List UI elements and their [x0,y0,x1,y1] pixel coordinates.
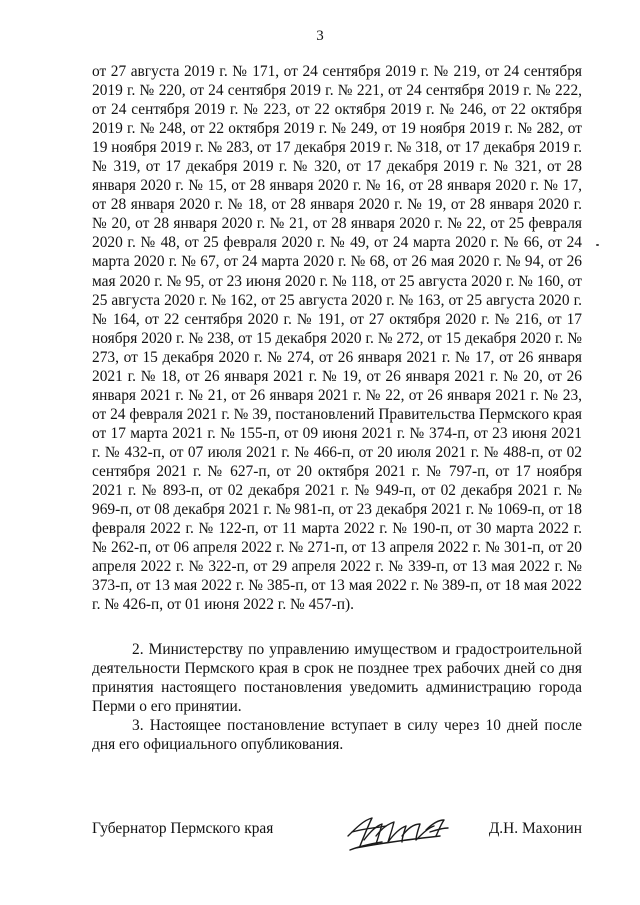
handwritten-signature [342,806,452,858]
paragraph-item-3: 3. Настоящее постановление вступает в силу через 10 дней после дня его официального опубликования. [92,717,582,754]
amended-acts-list-paragraph: от 27 августа 2019 г. № 171, от 24 сентября 2019 г. № 219, от 24 сентября 2019 г. № 220, от 24 сентября 2019 г. № 221, от 24 сентября 2019 г. № 222, от 24 сентября 2019 г. № 223, от 22 октября 2019 г. № 246, от 22 октября 2019 г. № 248, от 22 октября 2019 г. № 249, от 19 ноября 2019 г. № 282, от 19 ноября 2019 г. № 283, от 17 декабря 2019 г. № 318, от 17 декабря 2019 г. № 319, от 17 декабря 2019 г. № 320, от 17 декабря 2019 г. № 321, от 28 января 2020 г. № 15, от 28 января 2020 г. № 16, от 28 января 2020 г. № 17, от 28 января 2020 г. № 18, от 28 января 2020 г. № 19, от 28 января 2020 г. № 20, от 28 января 2020 г. № 21, от 28 января 2020 г. № 22, от 25 февраля 2020 г. № 48, от 25 февраля 2020 г. № 49, от 24 марта 2020 г. № 66, от 24 марта 2020 г. № 67, от 24 марта 2020 г. № 68, от 26 мая 2020 г. № 94, от 26 мая 2020 г. № 95, от 23 июня 2020 г. № 118, от 25 августа 2020 г. № 160, от 25 августа 2020 г. № 162, от 25 августа 2020 г. № 163, от 25 августа 2020 г. № 164, от 22 сентября 2020 г. № 191, от 27 октября 2020 г. № 216, от 17 ноября 2020 г. № 238, от 15 декабря 2020 г. № 272, от 15 декабря 2020 г. № 273, от 15 декабря 2020 г. № 274, от 26 января 2021 г. № 17, от 26 января 2021 г. № 18, от 26 января 2021 г. № 19, от 26 января 2021 г. № 20, от 26 января 2021 г. № 21, от 26 января 2021 г. № 22, от 26 января 2021 г. № 23, от 24 февраля 2021 г. № 39, постановлений Правительства Пермского края от 17 марта 2021 г. № 155-п, от 09 июня 2021 г. № 374-п, от 23 июня 2021 г. № 432-п, от 07 июля 2021 г. № 466-п, от 20 июля 2021 г. № 488-п, от 02 сентября 2021 г. № 627-п, от 20 октября 2021 г. № 797-п, от 17 ноября 2021 г. № 893-п, от 02 декабря 2021 г. № 949-п, от 02 декабря 2021 г. № 969-п, от 08 декабря 2021 г. № 981-п, от 23 декабря 2021 г. № 1069-п, от 18 февраля 2022 г. № 122-п, от 11 марта 2022 г. № 190-п, от 30 марта 2022 г. № 262-п, от 06 апреля 2022 г. № 271-п, от 13 апреля 2022 г. № 301-п, от 20 апреля 2022 г. № 322-п, от 29 апреля 2022 г. № 339-п, от 13 мая 2022 г. № 373-п, от 13 мая 2022 г. № 385-п, от 13 мая 2022 г. № 389-п, от 18 мая 2022 г. № 426-п, от 01 июня 2022 г. № 457-п). [92,63,582,614]
signature-block [92,820,582,860]
signer-name: Д.Н. Махонин [488,820,582,837]
page-number: 3 [316,28,324,44]
scan-speck [596,244,599,246]
signer-position-title: Губернатор Пермского края [92,820,274,837]
paragraph-item-2: 2. Министерству по управлению имуществом и градостроительной деятельности Пермского края в срок не позднее трех рабочих дней со дня принятия настоящего постановления уведомить администрацию города Перми о его принятии. [92,641,582,716]
